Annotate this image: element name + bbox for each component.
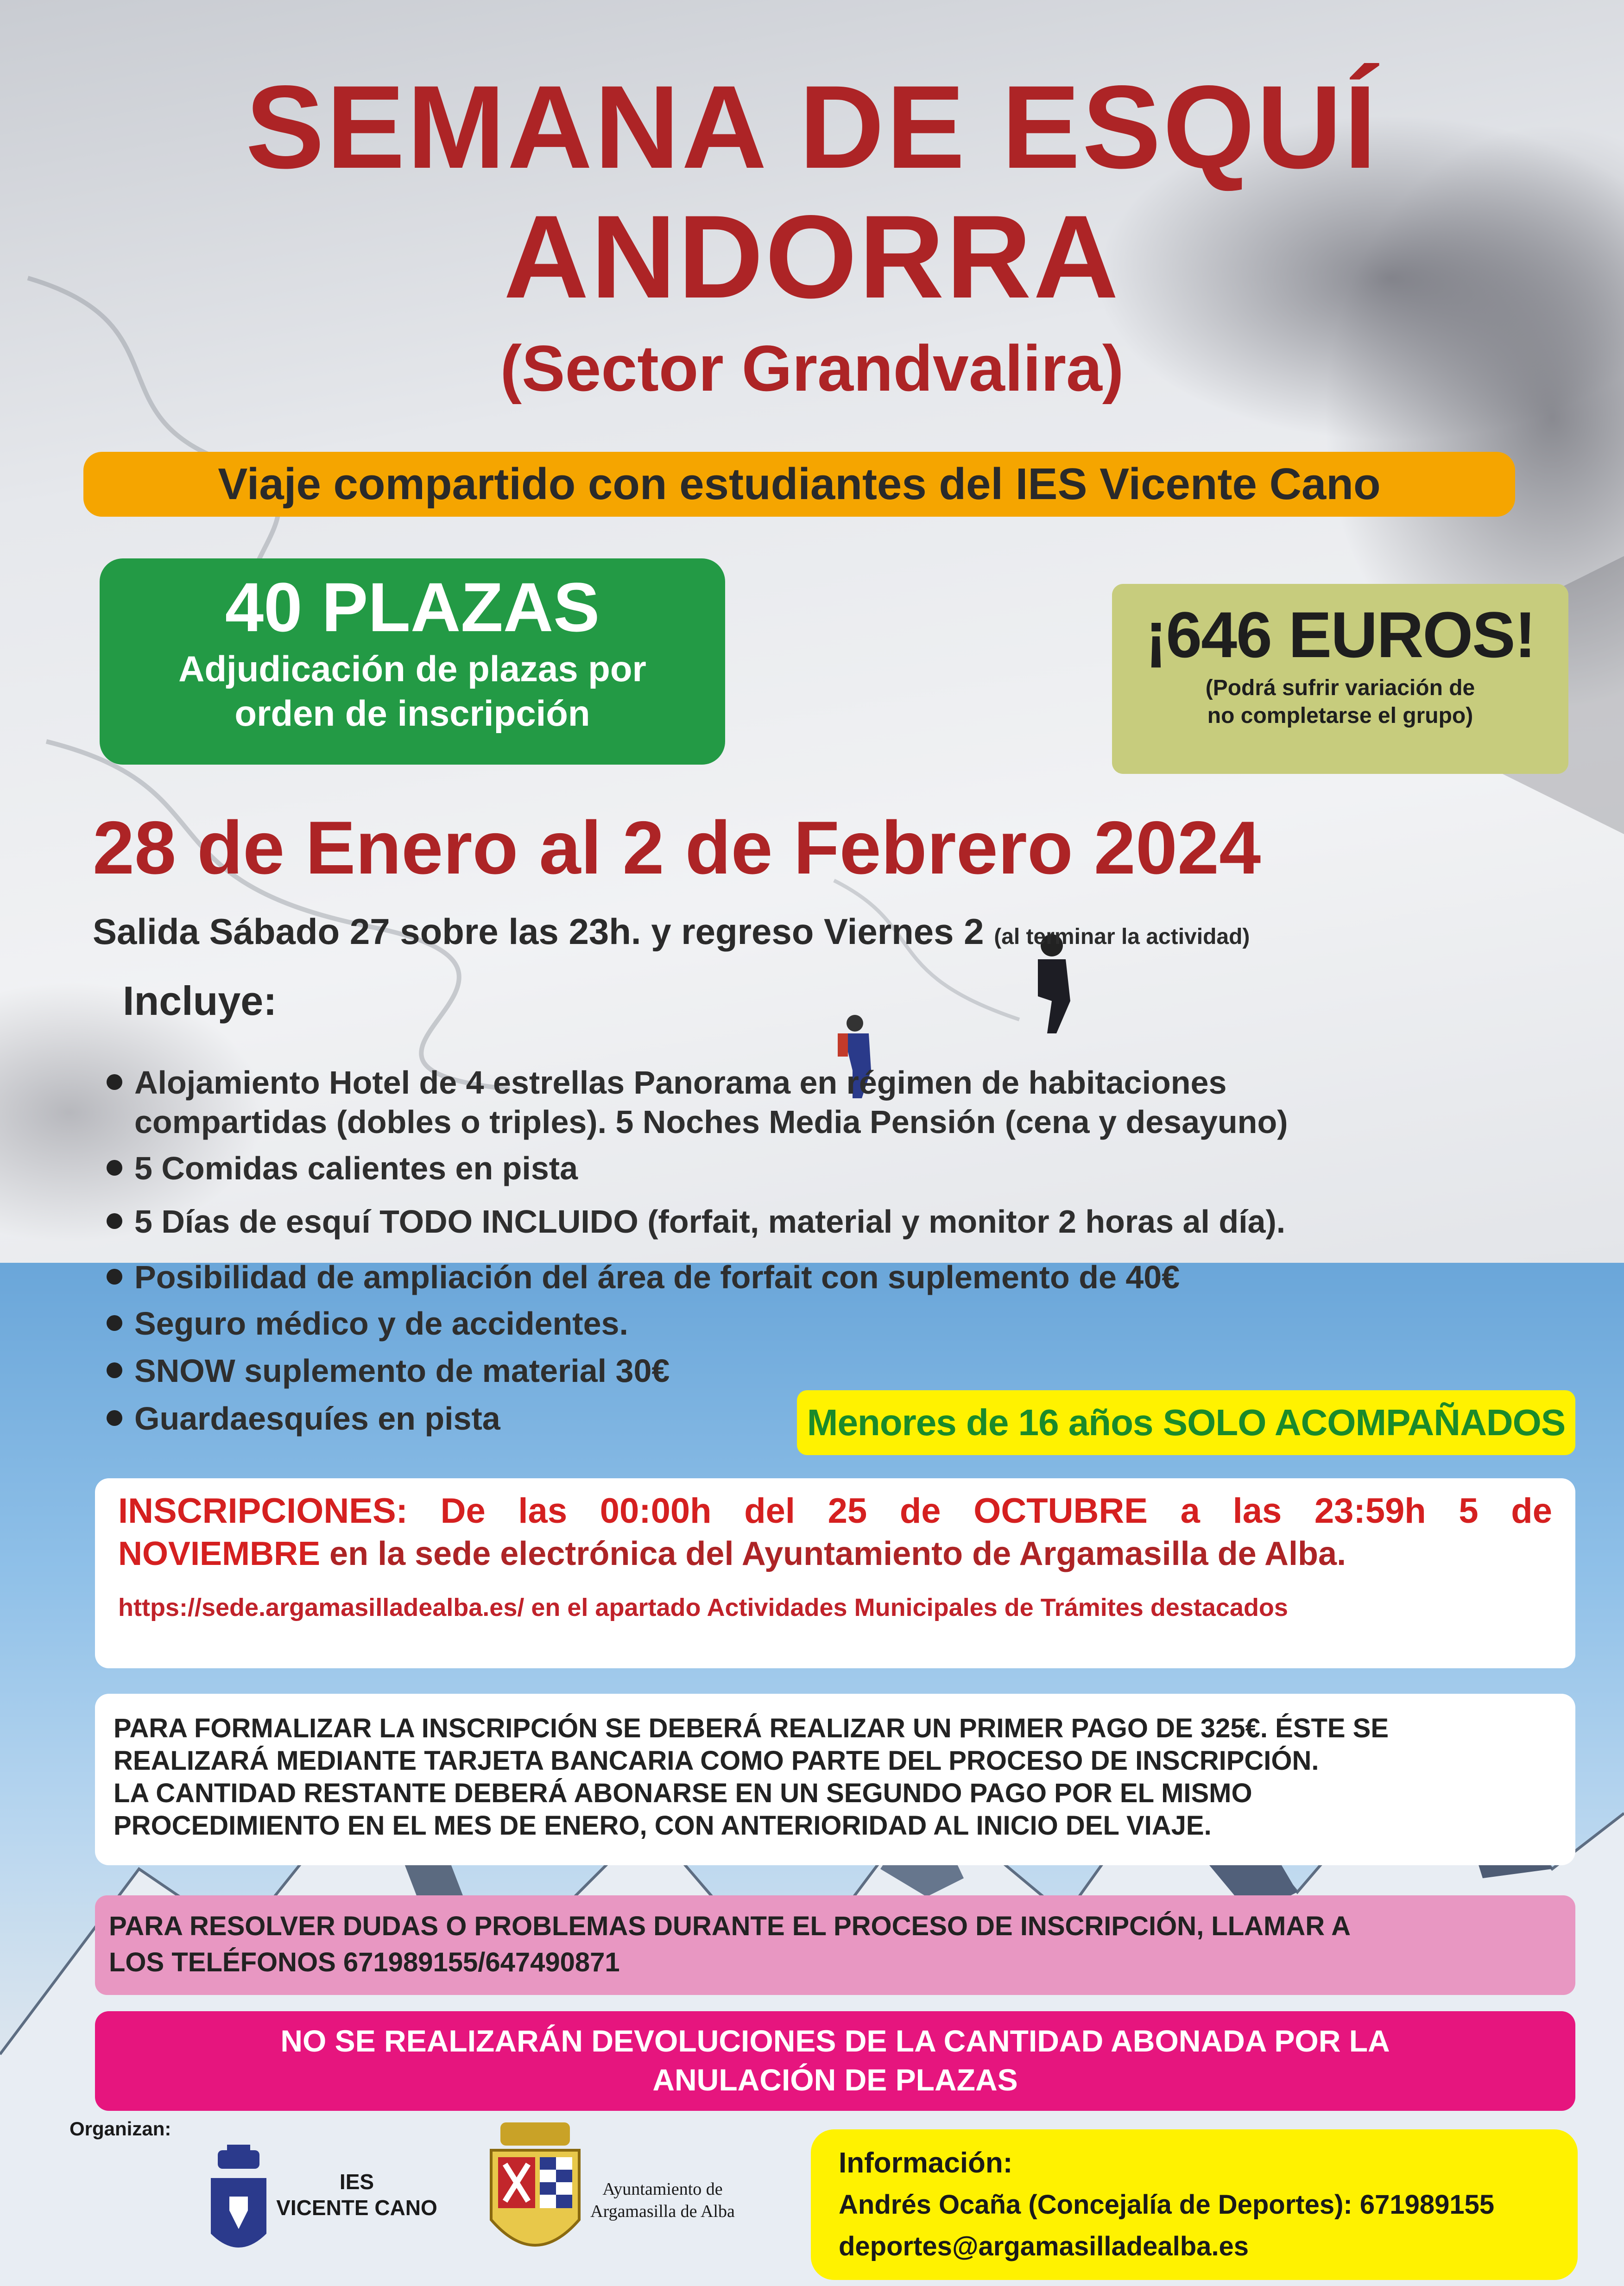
- places-line2: orden de inscripción: [234, 693, 590, 734]
- include-item: 5 Días de esquí TODO INCLUIDO (forfait, material y monitor 2 horas al día).: [107, 1200, 1285, 1243]
- bullet-icon: [107, 1213, 122, 1229]
- shared-trip-banner: [83, 452, 1515, 517]
- destination-title: ANDORRA: [503, 191, 1121, 323]
- departure-note: (al terminar la actividad): [994, 925, 1250, 949]
- subtitle: (Sector Grandvalira): [500, 332, 1124, 405]
- bullet-icon: [107, 1410, 122, 1426]
- info-contact: Andrés Ocaña (Concejalía de Deportes): 671989155: [839, 2190, 1495, 2220]
- include-item: Seguro médico y de accidentes.: [107, 1302, 628, 1345]
- organizers-label: Organizan:: [70, 2118, 171, 2140]
- payment-line: LA CANTIDAD RESTANTE DEBERÁ ABONARSE EN UN SEGUNDO PAGO POR EL MISMO: [114, 1778, 1252, 1808]
- ayuntamiento-name: Ayuntamiento de Argamasilla de Alba: [590, 2179, 735, 2221]
- refund-line1: NO SE REALIZARÁN DEVOLUCIONES DE LA CANTIDAD ABONADA POR LA: [280, 2024, 1390, 2058]
- departure-info: [93, 908, 1622, 960]
- payment-line: PROCEDIMIENTO EN EL MES DE ENERO, CON ANTERIORIDAD AL INICIO DEL VIAJE.: [114, 1811, 1212, 1841]
- places-box: [100, 558, 725, 765]
- registration-link[interactable]: https://sede.argamasilladealba.es/ en el apartado Actividades Municipales de Trámites destacados: [118, 1594, 1288, 1621]
- ies-name: IES VICENTE CANO: [276, 2170, 437, 2220]
- help-line1: PARA RESOLVER DUDAS O PROBLEMAS DURANTE EL PROCESO DE INSCRIPCIÓN, LLAMAR A: [109, 1911, 1351, 1941]
- price-amount: ¡646 EUROS!: [1145, 598, 1536, 671]
- include-item: Guardaesquíes en pista: [107, 1397, 500, 1440]
- bullet-icon: [107, 1362, 122, 1378]
- bullet-icon: [107, 1269, 122, 1285]
- bullet-icon: [107, 1160, 122, 1176]
- bullet-icon: [107, 1074, 122, 1090]
- include-item: SNOW suplemento de material 30€: [107, 1349, 670, 1392]
- info-heading: Información:: [839, 2147, 1013, 2179]
- registration-line1: INSCRIPCIONES: De las 00:00h del 25 de OCTUBRE a las 23:59h 5 de: [118, 1491, 1552, 1531]
- main-title: SEMANA DE ESQUÍ: [245, 61, 1379, 193]
- includes-heading: Incluye:: [123, 978, 277, 1024]
- minors-notice: [797, 1390, 1575, 1455]
- include-item: compartidas (dobles o triples). 5 Noches Media Pensión (cena y desayuno): [134, 1104, 1288, 1140]
- refund-box: [95, 2011, 1575, 2111]
- trip-dates: 28 de Enero al 2 de Febrero 2024: [93, 806, 1261, 890]
- refund-line2: ANULACIÓN DE PLAZAS: [652, 2063, 1018, 2097]
- places-line1: Adjudicación de plazas por: [178, 648, 646, 689]
- help-box: [95, 1895, 1575, 1995]
- shared-trip-text: Viaje compartido con estudiantes del IES Vicente Cano: [218, 459, 1381, 509]
- payment-box: [95, 1694, 1575, 1865]
- bullet-icon: [107, 1315, 122, 1331]
- places-count: 40 PLAZAS: [225, 568, 600, 646]
- info-box: [811, 2129, 1578, 2280]
- include-item: Posibilidad de ampliación del área de forfait con suplemento de 40€: [107, 1256, 1180, 1298]
- include-item: Alojamiento Hotel de 4 estrellas Panorama en régimen de habitaciones: [107, 1061, 1226, 1104]
- help-line2: LOS TELÉFONOS 671989155/647490871: [109, 1947, 620, 1977]
- registration-line2: NOVIEMBRE en la sede electrónica del Ayuntamiento de Argamasilla de Alba.: [118, 1535, 1346, 1572]
- minors-text: Menores de 16 años SOLO ACOMPAÑADOS: [807, 1402, 1566, 1443]
- price-box: [1112, 584, 1568, 774]
- payment-line: REALIZARÁ MEDIANTE TARJETA BANCARIA COMO PARTE DEL PROCESO DE INSCRIPCIÓN.: [114, 1746, 1319, 1776]
- include-item: 5 Comidas calientes en pista: [107, 1147, 578, 1190]
- price-note-line1: (Podrá sufrir variación de: [1205, 676, 1475, 700]
- departure-text: Salida Sábado 27 sobre las 23h. y regreso Viernes 2: [93, 911, 984, 952]
- registration-box: [95, 1478, 1575, 1668]
- info-email[interactable]: deportes@argamasilladealba.es: [839, 2231, 1249, 2261]
- payment-line: PARA FORMALIZAR LA INSCRIPCIÓN SE DEBERÁ REALIZAR UN PRIMER PAGO DE 325€. ÉSTE SE: [114, 1713, 1389, 1743]
- price-note-line2: no completarse el grupo): [1207, 703, 1473, 728]
- ayuntamiento-crest-logo: [482, 2118, 588, 2271]
